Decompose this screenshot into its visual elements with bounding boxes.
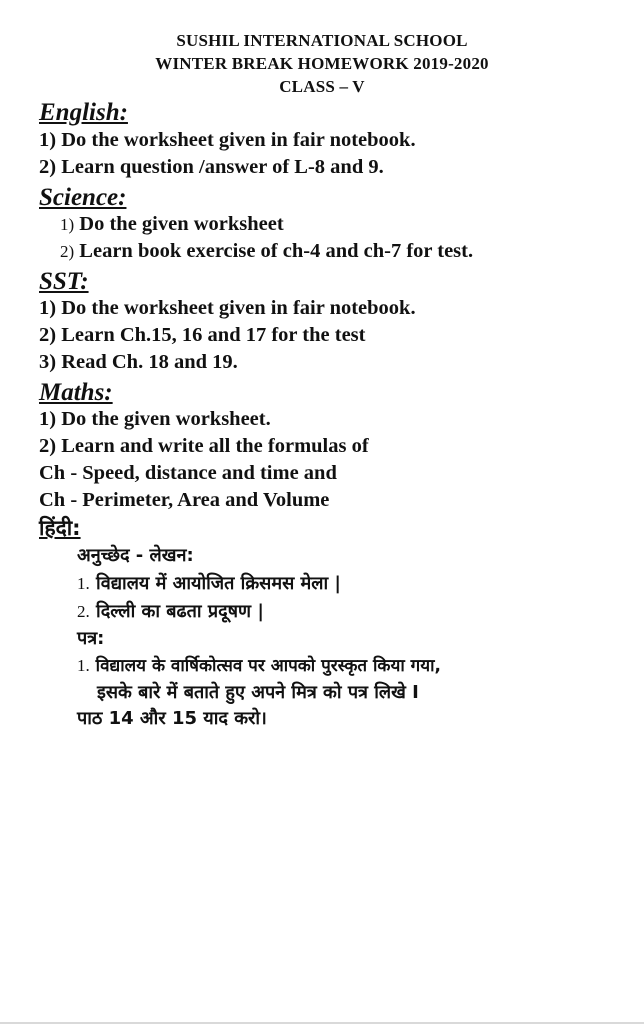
hindi-letter-label: पत्र: — [77, 628, 105, 649]
hindi-letter-item-1-number: 1. — [77, 656, 90, 675]
hindi-heading: हिंदी: — [39, 516, 81, 540]
hindi-essay-item-1-number: 1. — [77, 574, 90, 593]
maths-item-2: 2) Learn and write all the formulas of — [39, 435, 369, 457]
hindi-letter-item-1-text: विद्यालय के वार्षिकोत्सव पर आपको पुरस्कृत किया गया, — [95, 656, 441, 676]
maths-item-3: Ch - Speed, distance and time and — [39, 462, 337, 484]
english-heading: English: — [39, 99, 128, 126]
maths-item-1: 1) Do the given worksheet. — [39, 408, 271, 430]
science-item-1 — [60, 214, 284, 235]
science-item-2-text: Learn book exercise of ch-4 and ch-7 for test. — [79, 240, 474, 262]
maths-heading: Maths: — [39, 379, 113, 406]
hindi-lesson-line: पाठ 14 और 15 याद करो। — [77, 708, 267, 729]
sst-heading: SST: — [39, 268, 89, 295]
science-heading: Science: — [39, 184, 127, 211]
maths-item-4: Ch - Perimeter, Area and Volume — [39, 489, 330, 511]
science-item-1-text: Do the given worksheet — [79, 213, 284, 235]
science-item-2-number: 2) — [60, 242, 75, 261]
homework-title: WINTER BREAK HOMEWORK 2019-2020 — [155, 54, 489, 73]
hindi-essay-item-1-text: विद्यालय में आयोजित क्रिसमस मेला | — [96, 573, 342, 594]
sst-item-1: 1) Do the worksheet given in fair notebook. — [39, 297, 416, 319]
school-name: SUSHIL INTERNATIONAL SCHOOL — [176, 31, 468, 50]
hindi-essay-label: अनुच्छेद - लेखन: — [77, 545, 194, 566]
class-label: CLASS – V — [279, 77, 365, 96]
english-item-2: 2) Learn question /answer of L-8 and 9. — [39, 156, 384, 178]
hindi-essay-item-2-number: 2. — [77, 602, 90, 621]
hindi-letter-item-1-continuation: इसके बारे में बताते हुए अपने मित्र को पत्र लिखे I — [97, 682, 419, 703]
hindi-letter-item-1 — [77, 657, 441, 675]
hindi-essay-item-2-text: दिल्ली का बढता प्रदूषण | — [96, 601, 264, 622]
sst-item-3: 3) Read Ch. 18 and 19. — [39, 351, 238, 373]
sst-item-2: 2) Learn Ch.15, 16 and 17 for the test — [39, 324, 366, 346]
science-item-2 — [60, 241, 473, 262]
science-item-1-number: 1) — [60, 215, 75, 234]
hindi-essay-item-1 — [77, 575, 341, 593]
hindi-essay-item-2 — [77, 603, 264, 621]
english-item-1: 1) Do the worksheet given in fair notebook. — [39, 129, 416, 151]
